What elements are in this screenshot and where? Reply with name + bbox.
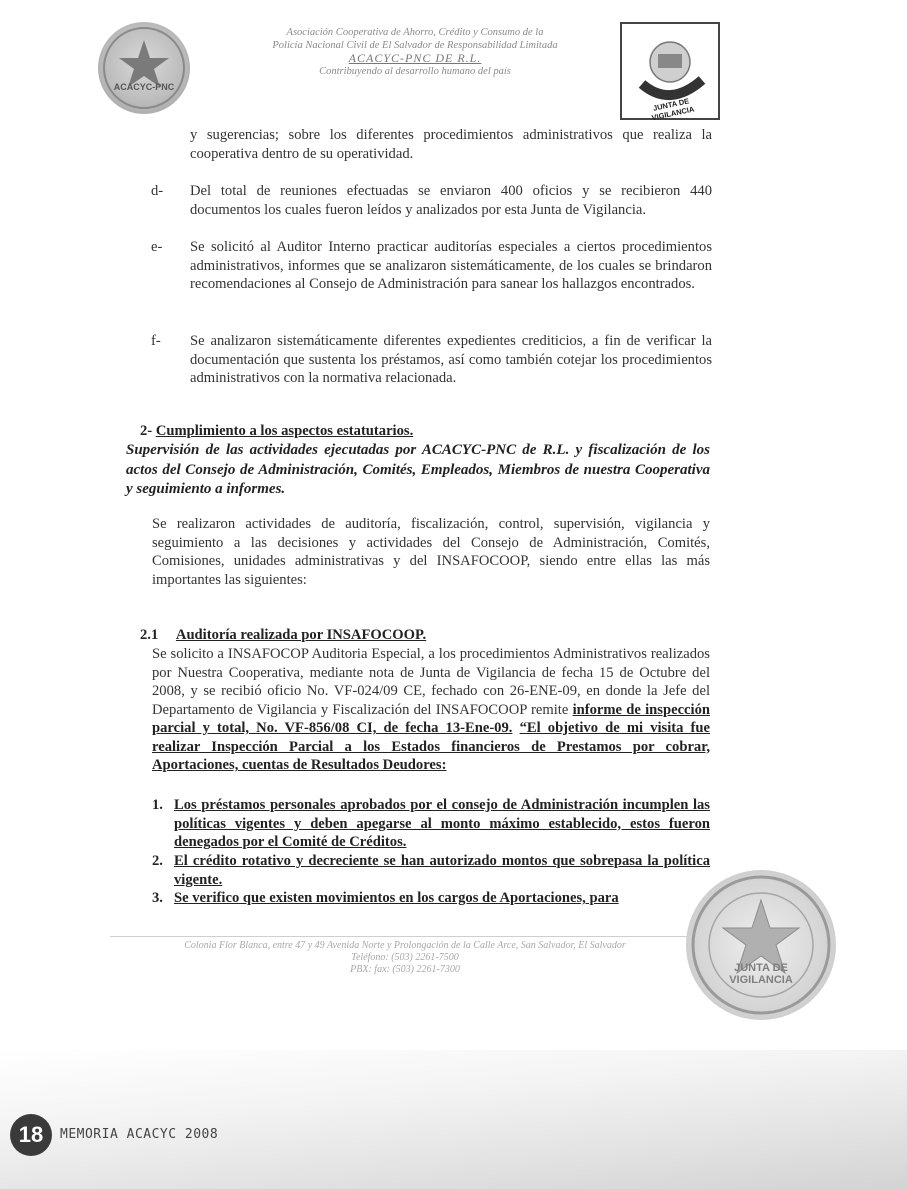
item-f-marker: f- — [151, 333, 161, 349]
letterhead — [230, 26, 600, 78]
item-e-text: Se solicitó al Auditor Interno practicar auditorías especiales a ciertos procedimientos administrativos, informes que se analizaron sistemáticamente, de los cuales se brindaron recomendaciones al Consejo de Administración para sanear los hallazgos encontrados. — [190, 239, 712, 292]
star-emblem-icon — [98, 22, 190, 114]
finding-3-text: Se verifico que existen movimientos en los cargos de Aportaciones, para — [174, 890, 619, 906]
letterhead-line-2: Policía Nacional Civil de El Salvador de Responsabilidad Limitada — [272, 40, 558, 51]
letterhead-tagline: Contribuyendo al desarrollo humano del país — [319, 66, 511, 77]
item-d-marker: d- — [151, 183, 164, 199]
section-2-heading — [140, 423, 413, 440]
letterhead-line-1: Asociación Cooperativa de Ahorro, Crédito y Consumo de la — [286, 27, 544, 38]
finding-1-number: 1. — [152, 797, 163, 813]
finding-2-text: El crédito rotativo y decreciente se han autorizado montos que sobrepasa la política vigente. — [174, 853, 710, 888]
cooperative-logo — [98, 22, 190, 114]
stamp-caption: JUNTA DE VIGILANCIA — [729, 962, 793, 986]
footer-divider — [110, 936, 700, 937]
junta-vigilancia-seal — [620, 22, 720, 123]
section-21-heading — [140, 627, 426, 644]
item-d-text: Del total de reuniones efectuadas se enviaron 400 oficios y se recibieron 440 documentos los cuales fueron leídos y analizados por esta Junta de Vigilancia. — [190, 183, 712, 218]
visit-objective-quote: “El objetivo de mi visita fue realizar Inspección Parcial a los Estados financieros de Prestamos por cobrar, Aportaciones, cuentas de Resultados Deudores: — [152, 720, 711, 773]
section-2-number: 2- — [140, 423, 153, 439]
footer-phone: Teléfono: (503) 2261-7500 — [351, 952, 459, 963]
letterhead-org-name: ACACYC-PNC DE R.L. — [348, 51, 482, 65]
section-2-subtitle: Supervisión de las actividades ejecutadas por ACACYC-PNC de R.L. y fiscalización de los actos del Consejo de Administración, Comités, Empleados, Miembros de nuestra Cooperativa y seguimiento a informes. — [126, 442, 710, 497]
footer-fax: PBX: fax: (503) 2261-7300 — [350, 964, 460, 975]
section-21-number: 2.1 — [140, 627, 159, 643]
intro-continuation: y sugerencias; sobre los diferentes procedimientos administrativos que realiza la cooperativa dentro de su operatividad. — [190, 127, 712, 162]
section-2-title: Cumplimiento a los aspectos estatutarios. — [155, 423, 414, 439]
finding-3-number: 3. — [152, 890, 163, 906]
page-number: 18 — [10, 1114, 52, 1156]
junta-vigilancia-stamp — [686, 870, 836, 1020]
footer-address: Colonia Flor Blanca, entre 47 y 49 Avenida Norte y Prolongación de la Calle Arce, San Salvador, El Salvador — [184, 940, 626, 951]
section-21-body — [152, 645, 710, 775]
finding-1-text: Los préstamos personales aprobados por el consejo de Administración incumplen las políticas vigentes y deben apegarse al monto máximo establecido, estos fueron denegados por el Comité de Créditos. — [174, 797, 710, 850]
decorative-footer-band — [0, 1050, 907, 1189]
section-21-title: Auditoría realizada por INSAFOCOOP. — [175, 627, 427, 643]
item-f-text: Se analizaron sistemáticamente diferentes expedientes crediticios, a fin de verificar la documentación que sustenta los préstamos, así como también cotejar los procedimientos administrativos con la normativa relacionada. — [190, 333, 712, 386]
logo-caption: ACACYC-PNC — [113, 82, 175, 92]
inspection-report-reference: informe de inspección parcial y total, No. VF-856/08 CI, de fecha 13-Ene-09. — [152, 701, 710, 736]
finding-2-number: 2. — [152, 853, 163, 869]
section-2-paragraph: Se realizaron actividades de auditoría, fiscalización, control, supervisión, vigilancia y seguimiento a las decisiones y actividades del Consejo de Administración, Comités, Comisiones, unidades administrativas y del INSAFOCOOP, siendo entre ellas las más importantes las siguientes: — [152, 516, 710, 588]
stamp-star-icon — [686, 870, 836, 1020]
publication-label: MEMORIA ACACYC 2008 — [60, 1127, 219, 1142]
footer-contact — [110, 940, 700, 976]
seal-caption: JUNTA DE VIGILANCIA — [650, 96, 696, 123]
item-e-marker: e- — [151, 239, 163, 255]
section-21-text: Se solicito a INSAFOCOP Auditoria Especial, a los procedimientos Administrativos realizados por Nuestra Cooperativa, mediante nota de Junta de Vigilancia de fecha 15 de Octubre del 2008, y se recibió oficio No. VF-024/09 CE, fechado con 26-ENE-09, en donde la Jefe del Departamento de Vigilancia y Fiscalización del INSAFOCOOP remite — [152, 646, 710, 718]
